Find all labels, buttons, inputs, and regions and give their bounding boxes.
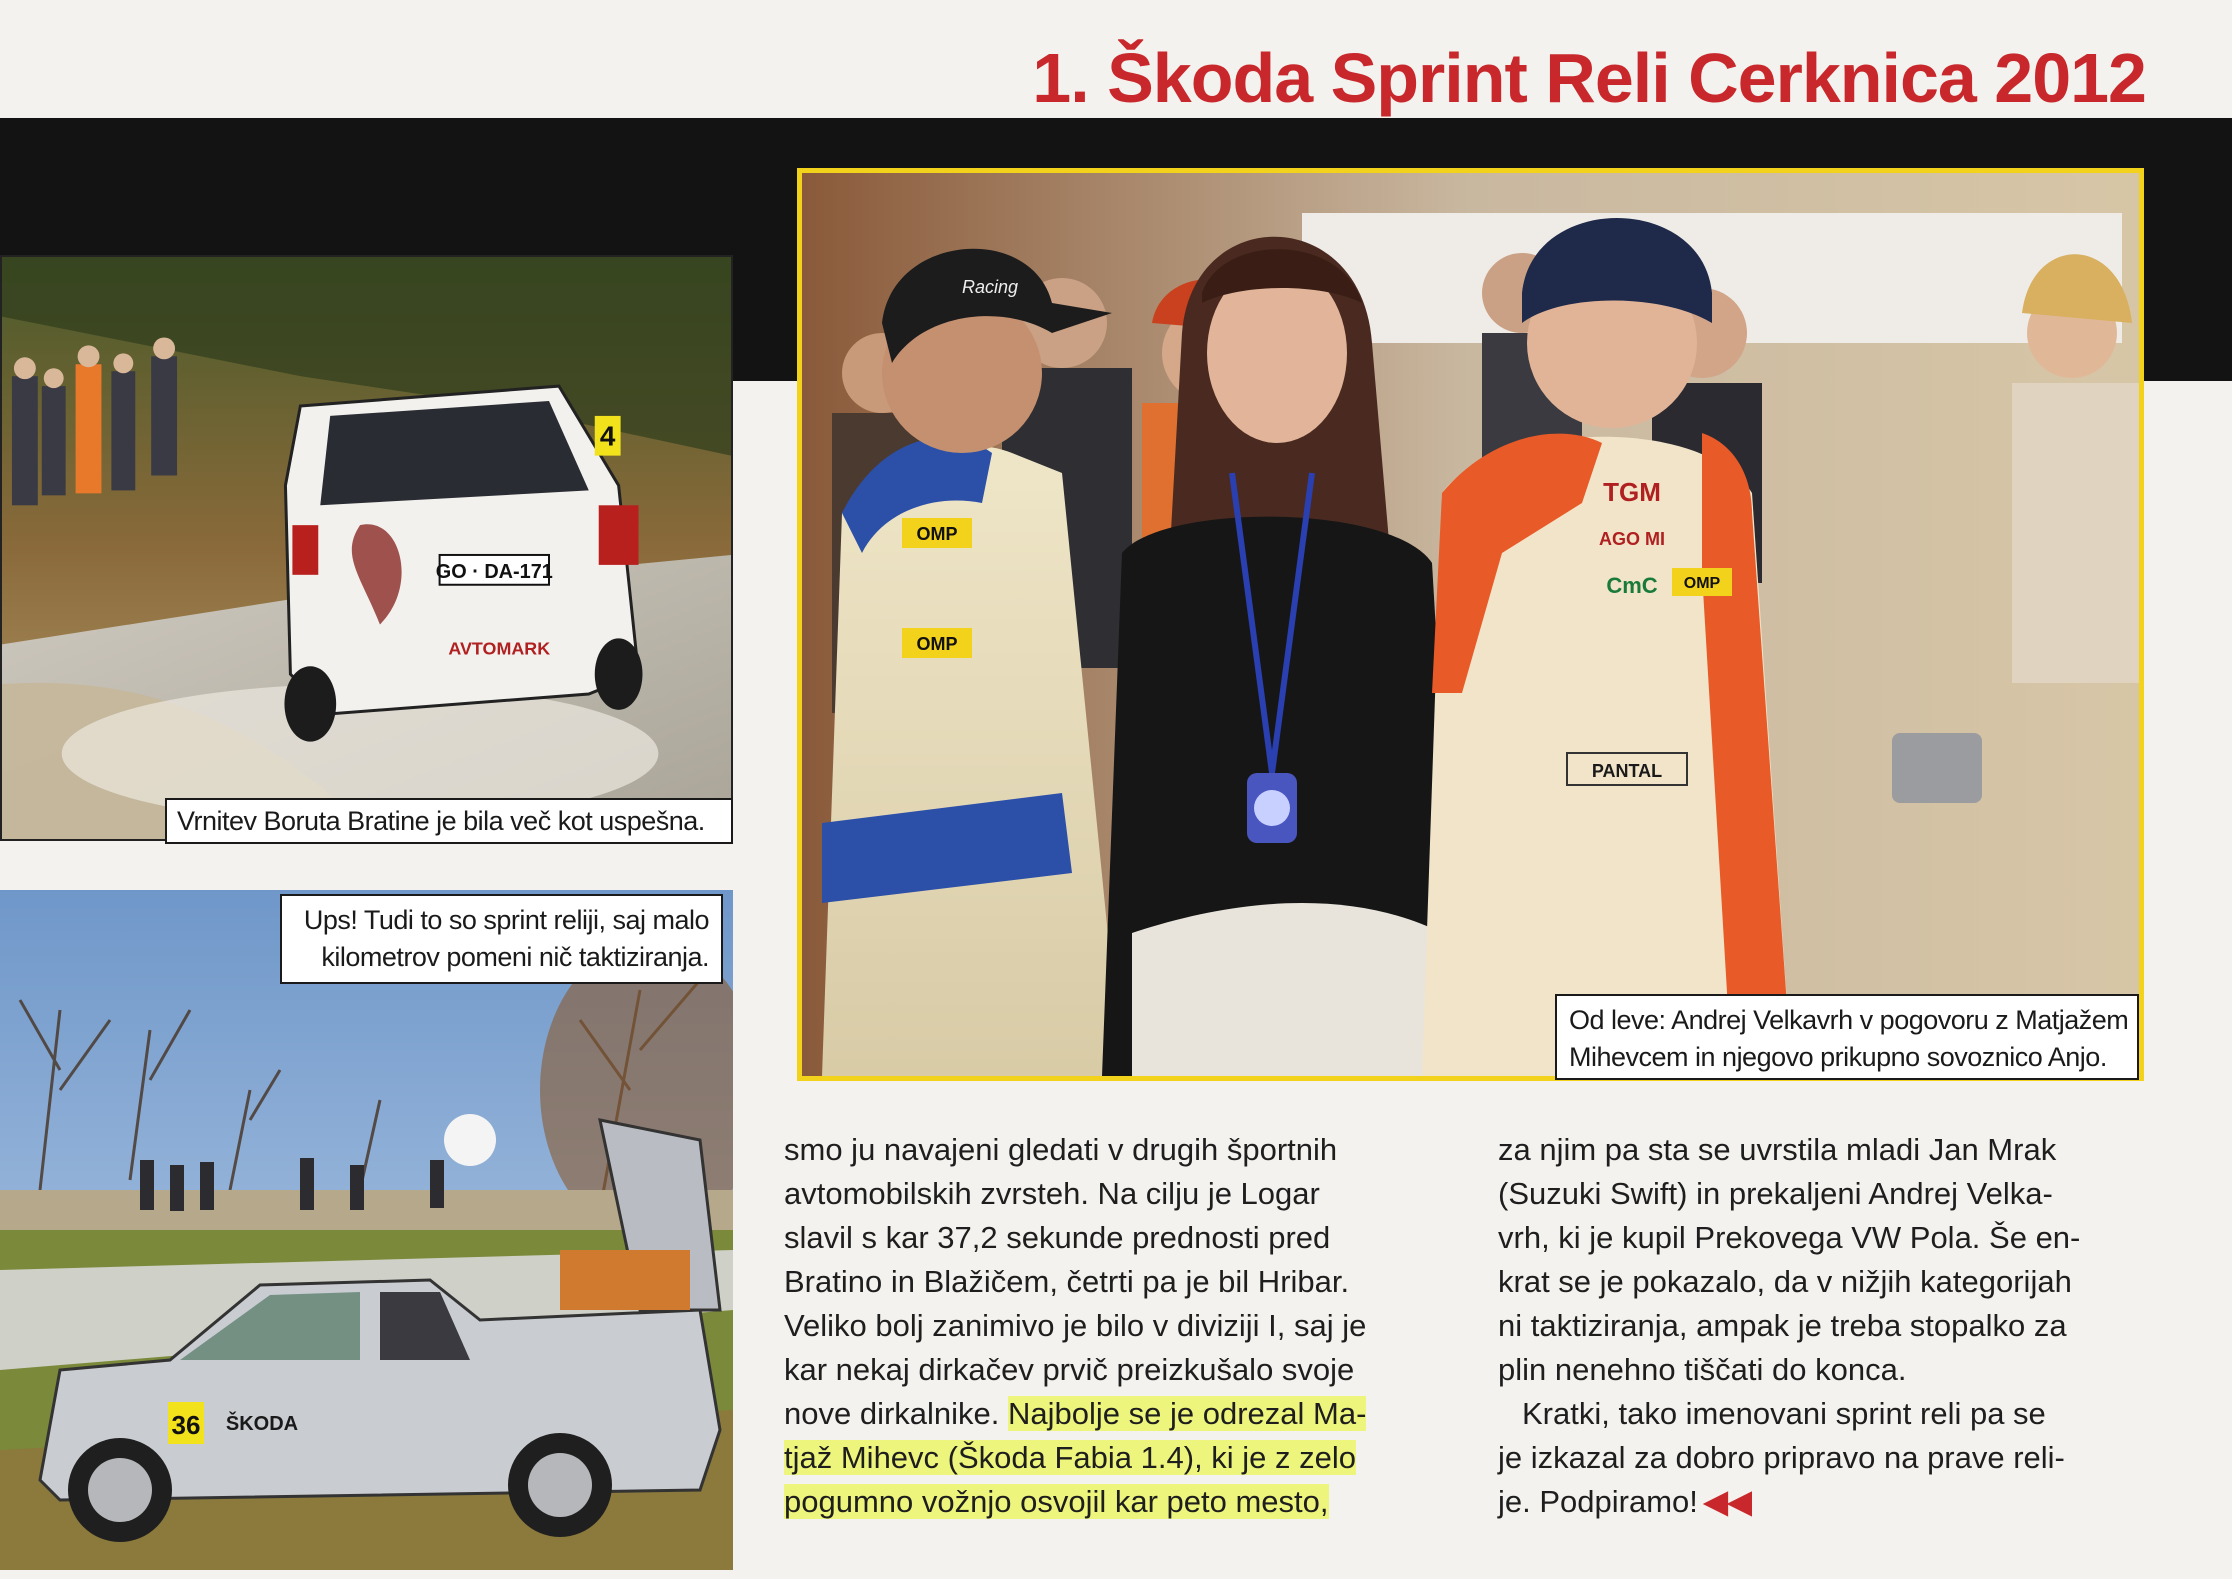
- end-mark-icon: ◀◀: [1703, 1484, 1752, 1519]
- suit-sponsor-cmc: CmC: [1606, 573, 1658, 598]
- rally-number: 4: [599, 420, 616, 452]
- rally-car-photo: [0, 255, 733, 841]
- suit-brand-right: OMP: [1683, 575, 1721, 592]
- crash-caption-line: kilometrov pomeni nič taktiziranja.: [321, 942, 709, 972]
- article-line: Bratino in Blažičem, četrti pa je bil Hribar.: [784, 1264, 1350, 1299]
- highlighted-text: pogumno vožnjo osvojil kar peto mesto,: [784, 1484, 1329, 1519]
- main-caption-line: Mihevcem in njegovo prikupno sovoznico Anjo.: [1569, 1042, 2107, 1072]
- article-line: krat se je pokazalo, da v nižjih kategorijah: [1498, 1264, 2072, 1299]
- highlighted-text: Najbolje se je odrezal Ma-: [1008, 1396, 1367, 1431]
- crash-caption: [280, 894, 723, 984]
- article-line: smo ju navajeni gledati v drugih športnih: [784, 1132, 1338, 1167]
- article-line: (Suzuki Swift) in prekaljeni Andrej Velka-: [1498, 1176, 2053, 1211]
- suit-brand-left: OMP: [916, 524, 958, 544]
- article-line: Veliko bolj zanimivo je bilo v diviziji I, saj je: [784, 1308, 1367, 1343]
- rally-plate: GO · DA-171: [435, 560, 553, 583]
- article-line: za njim pa sta se uvrstila mladi Jan Mrak: [1498, 1132, 2057, 1167]
- main-photo-caption: [1555, 994, 2139, 1080]
- article-line: kar nekaj dirkačev prvič preizkušalo svoje: [784, 1352, 1355, 1387]
- crash-brand: ŠKODA: [225, 1413, 299, 1435]
- suit-sponsor-pantal: PANTAL: [1591, 761, 1663, 781]
- crash-caption-line: Ups! Tudi to so sprint reliji, saj malo: [303, 905, 709, 935]
- article-line: je izkazal za dobro pripravo na prave reli-: [1498, 1440, 2065, 1475]
- highlighted-text: tjaž Mihevc (Škoda Fabia 1.4), ki je z zelo: [784, 1440, 1357, 1475]
- article-line-text: nove dirkalnike.: [784, 1396, 1000, 1431]
- main-caption-line: Od leve: Andrej Velkavrh v pogovoru z Matjažem: [1569, 1005, 2129, 1035]
- page-title: 1. Škoda Sprint Reli Cerknica 2012: [1032, 39, 2146, 117]
- article-column-left: [784, 1128, 1474, 1524]
- suit-sponsor-agomi: AGO MI: [1599, 529, 1665, 549]
- article-line: [784, 1392, 1474, 1436]
- rally-sponsor: AVTOMARK: [448, 638, 551, 659]
- suit-brand-left-2: OMP: [916, 634, 958, 654]
- rally-car-caption: Vrnitev Boruta Bratine je bila več kot uspešna.: [165, 798, 733, 844]
- article-line: plin nenehno tiščati do konca.: [1498, 1352, 1907, 1387]
- main-photo: [797, 168, 2144, 1081]
- article-column-right: [1498, 1128, 2138, 1524]
- article-line: Kratki, tako imenovani sprint reli pa se: [1522, 1396, 2046, 1431]
- article-line: ni taktiziranja, ampak je treba stopalko za: [1498, 1308, 2067, 1343]
- article-line: [784, 1436, 1474, 1480]
- article-line: vrh, ki je kupil Prekovega VW Pola. Še en-: [1498, 1220, 2081, 1255]
- article-line: avtomobilskih zvrsteh. Na cilju je Logar: [784, 1176, 1320, 1211]
- suit-sponsor-tgm: TGM: [1603, 477, 1661, 507]
- crash-number: 36: [171, 1410, 201, 1440]
- article-line: [784, 1480, 1474, 1524]
- article-line-text: je. Podpiramo!: [1498, 1484, 1698, 1519]
- article-line: [1498, 1480, 2138, 1524]
- article-line: slavil s kar 37,2 sekunde prednosti pred: [784, 1220, 1331, 1255]
- crashed-car-photo: [0, 890, 733, 1570]
- cap-text-racing: Racing: [962, 277, 1019, 297]
